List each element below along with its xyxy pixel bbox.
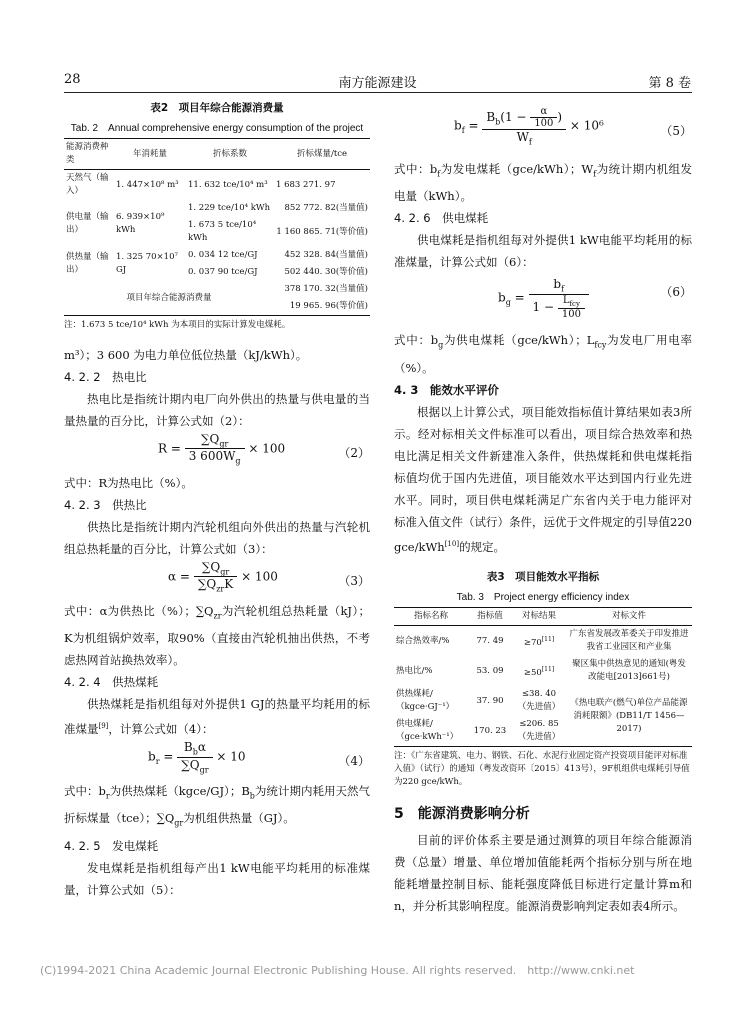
right-column: [394, 100, 692, 917]
table-row: 供电量（输出） 6. 939×10⁹ kWh 1. 229 tce/10⁴ kWh 852 772. 82(当量值): [66, 203, 368, 235]
heading-4-2-5: 4. 2. 5 发电煤耗: [64, 838, 159, 853]
heading-4-2-2: 4. 2. 2 热电比: [64, 370, 147, 384]
table-row: 热电比/% 53. 09 ≥50[11] 聚区集中供热意见的通知(粤发改能电[2013]661号): [396, 659, 686, 683]
journal-title: 南方能源建设: [338, 76, 417, 91]
table2-note: 注：1.673 5 tce/10⁴ kWh 为本项目的实际计算发电煤耗。: [64, 320, 291, 330]
right-p5-body: 目前的评价体系主要是通过测算的项目年综合能源消费（总量）增量、单位增加值能耗两个指标分别与所在地能耗增量控制目标、能耗强度降低目标进行定量计算m和n，并分析其影响程度。能源消费影响判定表如表4所示。: [394, 833, 692, 914]
heading-4-3: 4. 3 能效水平评价: [394, 382, 499, 397]
table-row: 1. 673 5 tce/10⁴ kWh 1 160 865. 71(等价值): [188, 220, 368, 243]
left-p424b: 式中：$b_r$为供热煤耗（kgce/GJ）；$B_b$为统计期内耗用天然气折标煤量（tce）；$\sum Q_{gr}$为机组供热量（GJ）。: [64, 784, 371, 828]
equation-6: $b_g$ = $b_f$ 1 − $\frac{L_{fcy}}{100}$ （6）: [498, 277, 692, 320]
volume-label: 第 8 卷: [648, 76, 691, 91]
table2-caption-en: Tab. 2 Annual comprehensive energy consumption of the project: [70, 123, 364, 134]
left-p422b: 式中：R为热电比（%）。: [64, 476, 193, 490]
right-p6: 式中：$b_g$为供电煤耗（gce/kWh）；$L_{fcy}$为发电厂用电率（%）。: [394, 333, 692, 375]
page-number: 28: [64, 72, 81, 87]
t2-head-coef: 折标系数: [212, 148, 247, 159]
equation-5: $b_f$ = $B_b(1$ − $\frac{\alpha}{100}$ ) $W_f$ × 10⁶ （5）: [454, 106, 692, 147]
table-row: 供电煤耗/（gce·kWh⁻¹） 170. 23 ≤206. 85（先进值）: [396, 719, 561, 743]
header-rule: [64, 92, 692, 93]
t2-head-kind: 能源消费种类: [66, 142, 109, 165]
left-p423b: 式中：α为供热比（%）；$\sum Q_{zr}$为汽轮机组总热耗量（kJ）；K为机组锅炉效率，取90%（直接由汽轮机抽出供热，不考虑热网首站换热效率）。: [64, 604, 370, 668]
table2: [64, 138, 370, 316]
left-p0: m³）；3 600 为电力单位低位热量（kJ/kWh）。: [64, 348, 308, 362]
equation-2: R = $\frac{\sum Q_{gr}}{3 600W_g}$ × 100 （2）: [158, 432, 370, 466]
left-p422: 热电比是指统计期内电厂向外供出的热量与供电量的当量热量的百分比，计算公式如（2）：: [64, 392, 370, 428]
heading-4-2-3: 4. 2. 3 供热比: [64, 498, 147, 512]
right-p5: 式中：$b_f$为发电煤耗（gce/kWh）；$W_f$为统计期内机组发电量（kWh）。: [394, 162, 692, 204]
table2-caption-cn: 表2 项目年综合能源消费量: [150, 102, 284, 114]
table3: 指标名称 指标值 对标结果 对标文件 综合热效率/% 77. 49 ≥70[11] 广东省发展改革委关于印发推进我省工业园区和产业集 热电比/% 53. 09 ≥50[11] 聚区集中供热意见的通知(粤发改能电[2013]661号) 供热煤耗/（kgce·GJ⁻¹） 37. 90 ≤38. 40（先进值） 《热电联产(燃气)单位产品能源消耗限额》(DB11/T 1456—2017) 供电煤耗/（gce·kWh⁻¹） 170. 23 ≤206. 85（先进值）: [394, 607, 692, 747]
table-row: 天然气（输入） 1. 447×10⁸ m³ 11. 632 tce/10⁴ m³ 1 683 271. 97: [66, 173, 336, 196]
left-p425: 发电煤耗是指机组每产出1 kW电能平均耗用的标准煤量，计算公式如（5）：: [64, 860, 370, 897]
right-p426: 供电煤耗是指机组每对外提供1 kW电能平均耗用的标准煤量，计算公式如（6）：: [394, 233, 692, 270]
equation-4: $b_r$ = $\frac{B_b\alpha}{\sum Q_{gr}}$ × 10 （4）: [148, 740, 370, 774]
table-row: 19 965. 96(等价值): [289, 301, 368, 311]
left-p424: 供热煤耗是指机组每对外提供1 GJ的热量平均耗用的标准煤量[9]，计算公式如（4）：: [64, 697, 370, 737]
table3-caption-cn: 表3 项目能效水平指标: [486, 571, 600, 584]
table-row: 综合热效率/% 77. 49 ≥70[11] 广东省发展改革委关于印发推进我省工业园区和产业集: [396, 629, 689, 653]
table-row: 供热煤耗/（kgce·GJ⁻¹） 37. 90 ≤38. 40（先进值） 《热电联产(燃气)单位产品能源消耗限额》(DB11/T 1456—2017): [396, 689, 688, 734]
heading-4-2-4: 4. 2. 4 供热煤耗: [64, 675, 159, 690]
table-row: 项目年综合能源消费量 378 170. 32(当量值): [126, 284, 368, 303]
right-p43: 根据以上计算公式，项目能效指标值计算结果如表3所示。经对标相关文件标准可以看出，项目综合热效率和热电比满足相关文件新建准入条件，供热煤耗和供电煤耗指标值均优于国内先进值，项目能效水平达到国内行业先进水平。同时，项目供电煤耗满足广东省内关于电力能评对标准入值文件（试行）条件，远优于文件规定的引导值220 gce/kWh[10]的规定。: [394, 404, 692, 554]
heading-4-2-6: 4. 2. 6 供电煤耗: [394, 211, 489, 226]
equation-3: α = $\frac{\sum Q_{gr}}{\sum Q_{zr}K}$ × 100 （3）: [168, 560, 370, 594]
table3-note: 注：《广东省建筑、电力、钢铁、石化、水泥行业固定资产投资项目能评对标准入值》（试行）的通知（粤发改资环〔2015〕413号），9F机组供电煤耗引导值为220 gce/kWh。: [394, 751, 690, 788]
left-p423: 供热比是指统计期内汽轮机组向外供出的热量与汽轮机组总热耗量的百分比，计算公式如（3）：: [64, 520, 370, 556]
t2-head-amount: 年消耗量: [132, 148, 167, 159]
footer-copyright: (C)1994-2021 China Academic Journal Electronic Publishing House. All rights reserved. http://www.cnki.net: [40, 964, 635, 977]
t2-head-tce: 折标煤量/tce: [296, 148, 348, 159]
table-row: 供热量（输出） 1. 325 70×10⁷ GJ 0. 034 12 tce/GJ 452 328. 84(当量值): [66, 250, 368, 275]
left-column: [64, 100, 370, 901]
table-row: 0. 037 90 tce/GJ 502 440. 30(等价值): [188, 267, 368, 277]
heading-5: 5 能源消费影响分析: [394, 806, 530, 823]
table3-caption-en: Tab. 3 Project energy efficiency index: [456, 592, 630, 604]
